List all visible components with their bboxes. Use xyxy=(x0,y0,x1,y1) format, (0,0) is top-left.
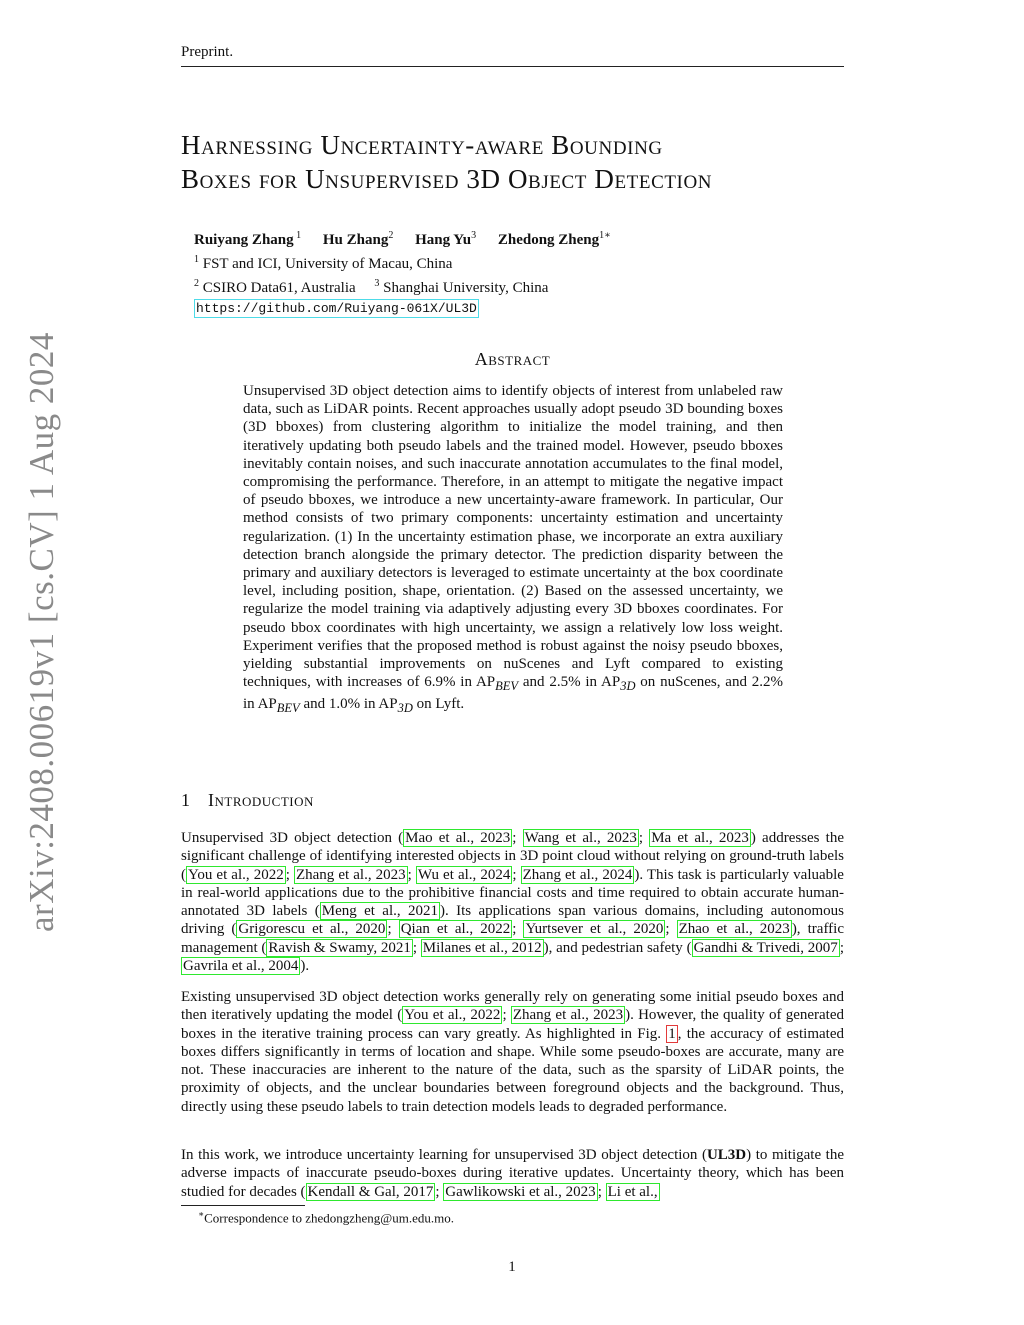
author-names xyxy=(194,232,629,248)
citation-link[interactable]: Ma et al., 2023 xyxy=(651,830,749,846)
footnote-rule xyxy=(181,1205,305,1206)
citation-link[interactable]: You et al., 2022 xyxy=(188,866,284,883)
footnote: ∗Correspondence to zhedongzheng@um.edu.mo. xyxy=(198,1209,455,1226)
section-title: Introduction xyxy=(208,790,314,810)
paper-title xyxy=(181,128,861,196)
author: Zhedong Zheng$^{1∗}$ xyxy=(497,230,611,248)
citation-link[interactable]: You et al., 2022 xyxy=(404,1007,501,1024)
section-number: 1 xyxy=(181,790,190,810)
intro-paragraph-2: Existing unsupervised 3D object detection works generally rely on generating some initial pseudo boxes and then iteratively updating the model ( You et al., 2022 ; Zhang et al., 2023 ). However, the quality of generated boxes in the iterative training process can vary greatly. As highlighted in Fig. 1 , the accuracy of estimated boxes differs significantly in terms of location and shape. While some pseudo-boxes are accurate, many are not. These inaccuracies are inherent to the nature of the data, such as the sparsity of LiDAR points, the proximity of objects, and the unclear boundaries between foreground objects and the background. Thus, directly using these pseudo labels to train detection models leads to degraded performance. xyxy=(181,989,844,1115)
author: Hu Zhang$^2$ xyxy=(322,230,394,248)
citation-link[interactable]: Zhang et al., 2023 xyxy=(295,866,406,883)
citation-link[interactable]: Gandhi & Trivedi, 2007 xyxy=(693,939,838,956)
citation-link[interactable]: Milanes et al., 2012 xyxy=(422,939,542,956)
repository-link[interactable]: https://github.com/Ruiyang-061X/UL3D xyxy=(196,301,477,316)
citation-link[interactable]: Mao et al., 2023 xyxy=(405,830,511,846)
arxiv-identifier: arXiv:2408.00619v1 [cs.CV] 1 Aug 2024 xyxy=(22,332,61,932)
header-rule xyxy=(181,66,844,67)
citation-link[interactable]: Zhang et al., 2024 xyxy=(522,866,633,883)
intro-paragraph-1: Unsupervised 3D object detection ( Mao et al., 2023 ; Wang et al., 2023 ; Ma et al., 2023 ) addresses the significant challenge of identifying interested objects in 3D point cloud without relying on ground-truth labels ( You et al., 2022 ; Zhang et al., 2023 ; Wu et al., 2024 ; Zhang et al., 2024 ). This task is particularly valuable in real-world applications due to the prohibitive financial costs and time required to obtain accurate human-annotated 3D labels ( Meng et al., 2021 ). Its applications span various domains, including autonomous driving ( Grigorescu et al., 2020 ; Qian et al., 2022 ; Yurtsever et al., 2020 ; Zhao et al., 2023 ), traffic management ( Ravish & Swamy, 2021 ; Milanes et al., 2012 ), and pedestrian safety ( Gandhi & Trivedi, 2007 ; Gavrila et al., 2004 ). xyxy=(181,830,845,975)
author: Ruiyang Zhang $^1$ xyxy=(194,230,302,248)
citation-link[interactable]: Gavrila et al., 2004 xyxy=(183,958,299,975)
citation-link[interactable]: Wang et al., 2023 xyxy=(524,830,637,846)
citation-link[interactable]: Li et al., xyxy=(607,1183,658,1200)
intro-paragraph-3: In this work, we introduce uncertainty learning for unsupervised 3D object detection (UL3D) to mitigate the adverse impacts of inaccurate pseudo-boxes during iterative updates. Uncertainty theory, which has been studied for decades ( Kendall & Gal, 2017 ; Gawlikowski et al., 2023 ; Li et al., xyxy=(181,1147,845,1200)
abstract-text: Unsupervised 3D object detection aims to identify objects of interest from unlabeled raw data, such as LiDAR points. Recent approaches usually adopt pseudo 3D bounding boxes (3D bboxes) from clustering algorithm to initialize the model training, and then iteratively updating both pseudo labels and the trained model. However, pseudo bboxes inevitably contain noises, and such inaccurate annotation accumulates to the final model, compromising the performance. Therefore, in an attempt to mitigate the negative impact of pseudo bboxes, we introduce a new uncertainty-aware framework. In particular, Our method consists of two primary components: uncertainty estimation and uncertainty regularization. (1) In the uncertainty estimation phase, we incorporate an extra auxiliary detection branch alongside the primary detector. The prediction disparity between the primary and auxiliary detectors is leveraged to estimate uncertainty at the box coordinate level, including position, shape, orientation. (2) Based on the assessed uncertainty, we regularize the model training via adaptively adjusting every 3D bboxes coordinates. For pseudo bbox coordinates with high uncertainty, we assign a relatively low loss weight. Experiment verifies that the proposed method is robust against the noisy pseudo bboxes, yielding substantial improvements on nuScenes and Lyft compared to existing techniques, with increases of 6.9% in $AP_{BEV}$ and 2.5% in $AP_{3D}$ on nuScenes, and 2.2% in $AP_{BEV}$ and 1.0% in $AP_{3D}$ on Lyft. xyxy=(243,383,783,716)
section-heading xyxy=(181,790,314,811)
citation-link[interactable]: Wu et al., 2024 xyxy=(417,866,511,883)
citation-link[interactable]: Grigorescu et al., 2020 xyxy=(238,921,386,938)
abstract-heading: Abstract xyxy=(474,349,551,369)
citation-link[interactable]: Qian et al., 2022 xyxy=(400,921,511,938)
citation-link[interactable]: Zhao et al., 2023 xyxy=(678,921,790,938)
citation-link[interactable]: Gawlikowski et al., 2023 xyxy=(445,1183,596,1200)
page-number: 1 xyxy=(508,1259,516,1275)
citation-link[interactable]: Kendall & Gal, 2017 xyxy=(307,1183,434,1200)
running-head: Preprint. xyxy=(181,44,234,60)
affiliation-1: $^1$ FST and ICI, University of Macau, China xyxy=(194,254,453,272)
affiliation-2-3: $^2$ CSIRO Data61, Australia $^3$ Shanghai University, China xyxy=(194,278,549,296)
title-line-2: Boxes for Unsupervised 3D Object Detection xyxy=(181,164,713,194)
citation-link[interactable]: Zhang et al., 2023 xyxy=(512,1007,624,1024)
citation-link[interactable]: Ravish & Swamy, 2021 xyxy=(268,939,411,956)
method-name: UL3D xyxy=(706,1147,747,1163)
author-block xyxy=(194,226,629,318)
citation-link[interactable]: Meng et al., 2021 xyxy=(321,903,438,920)
citation-link[interactable]: Yurtsever et al., 2020 xyxy=(525,921,664,938)
author: Hang Yu$^3$ xyxy=(415,230,477,248)
title-line-1: Harnessing Uncertainty-aware Bounding xyxy=(181,130,663,160)
figure-reference-link[interactable]: 1 xyxy=(668,1025,676,1042)
